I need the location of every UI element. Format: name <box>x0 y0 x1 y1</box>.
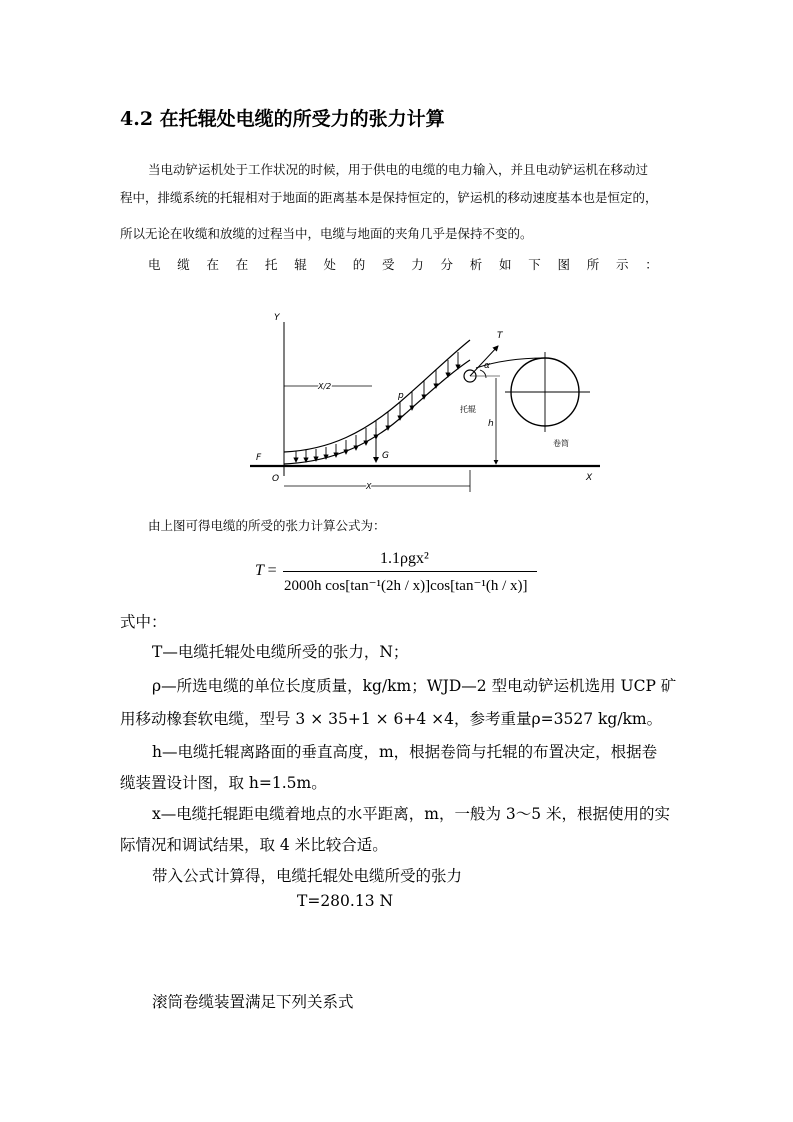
angle-label: α <box>484 361 490 371</box>
section-heading: 4.2 在托辊处电缆的所受力的张力计算 <box>120 108 445 130</box>
x-axis-label: X <box>586 473 593 483</box>
def-line-4: h—电缆托辊离路面的垂直高度，m，根据卷筒与托辊的布置决定，根据卷 <box>152 743 658 761</box>
def-line-2: ρ—所选电缆的单位长度质量，kg/km；WJD—2 型电动铲运机选用 UCP 矿 <box>152 677 677 695</box>
force-f-label: F <box>256 453 262 463</box>
intro-line-2: 程中，排缆系统的托辊相对于地面的距离基本是保持恒定的，铲运机的移动速度基本也是恒定的， <box>120 190 658 205</box>
spaced-char: ： <box>645 257 658 272</box>
def-line-5: 缆装置设计图，取 h=1.5m。 <box>120 774 327 792</box>
spaced-char: 示 <box>616 257 629 272</box>
formula-numerator: 1.1ρgx² <box>380 550 429 567</box>
formula-caption: 由上图可得电缆的所受的张力计算公式为： <box>148 518 386 533</box>
spaced-char: 托 <box>265 257 278 272</box>
final-line: 滚筒卷缆装置满足下列关系式 <box>152 993 354 1011</box>
intro-line-3: 所以无论在收缆和放缆的过程当中，电缆与地面的夹角几乎是保持不变的。 <box>120 226 533 241</box>
spaced-char: 在 <box>235 257 249 272</box>
spaced-char: 所 <box>586 257 600 272</box>
spaced-char: 辊 <box>294 257 307 272</box>
def-line-7: 际情况和调试结果，取 4 米比较合适。 <box>120 836 388 854</box>
spaced-char: 的 <box>352 257 366 272</box>
roller-label: 托辊 <box>460 405 476 414</box>
spaced-char: 在 <box>206 257 220 272</box>
spaced-char: 下 <box>528 257 541 272</box>
height-label: h <box>488 419 494 429</box>
origin-label: O <box>272 474 280 484</box>
formula-fraction-bar <box>283 571 537 572</box>
intro-line-1: 当电动铲运机处于工作状况的时候，用于供电的电缆的电力输入，并且电动铲运机在移动过 <box>148 162 649 177</box>
spaced-char: 缆 <box>177 257 190 272</box>
half-span-label: X/2 <box>318 382 332 391</box>
result-value: T=280.13 N <box>297 892 394 910</box>
spaced-char: 受 <box>382 257 395 272</box>
tension-formula <box>250 548 550 596</box>
formula-equals: = <box>267 562 277 579</box>
spaced-char: 电 <box>148 257 161 272</box>
load-p-label: p <box>398 391 404 401</box>
tension-label: T <box>497 331 503 341</box>
spaced-char: 分 <box>440 257 454 272</box>
def-line-8: 带入公式计算得，电缆托辊处电缆所受的张力 <box>152 867 463 885</box>
formula-denominator: 2000h cos[tan⁻¹(2h / x)]cos[tan⁻¹(h / x)] <box>284 578 528 594</box>
span-label: X <box>366 482 372 491</box>
distributed-load-arrows <box>296 352 458 462</box>
formula-lhs <box>255 562 277 580</box>
def-line-6: x—电缆托辊距电缆着地点的水平距离，m，一般为 3～5 米，根据使用的实 <box>152 805 671 823</box>
angle-arc <box>480 370 486 378</box>
spaced-char: 处 <box>323 257 337 272</box>
spaced-char: 如 <box>499 257 512 272</box>
weight-g-label: G <box>382 451 389 461</box>
def-line-3: 用移动橡套软电缆，型号 3 × 35+1 × 6+4 ×4，参考重量ρ=3527 kg/km。 <box>120 710 663 728</box>
spaced-char: 析 <box>469 257 483 272</box>
where-label: 式中： <box>120 613 167 631</box>
formula-lhs-symbol: T <box>255 562 264 579</box>
y-axis-label: Y <box>274 313 280 323</box>
spaced-char: 力 <box>411 257 424 272</box>
drum-label: 卷筒 <box>553 439 569 448</box>
spaced-char: 图 <box>557 257 571 272</box>
def-line-1: T—电缆托辊处电缆所受的张力，N； <box>152 643 409 661</box>
cable-force-diagram <box>240 300 610 500</box>
spaced-analysis-line <box>148 255 658 273</box>
